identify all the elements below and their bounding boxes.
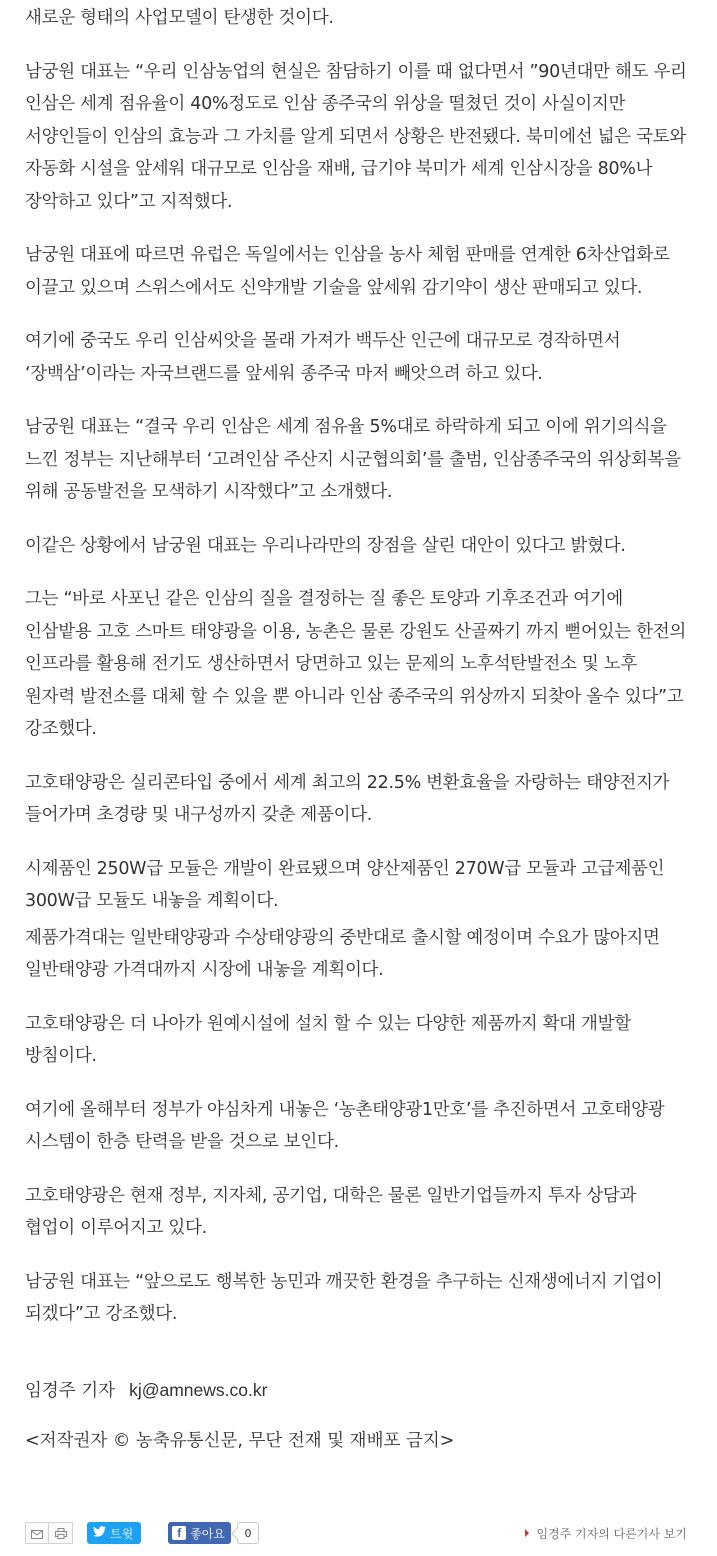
article-paragraph: 여기에 올해부터 정부가 야심차게 내놓은 ‘농촌태양광1만호’를 추진하면서 고호태양광 시스템이 한층 탄력을 받을 것으로 보인다. — [25, 1099, 665, 1152]
facebook-icon: f — [172, 1526, 186, 1540]
share-toolbar — [25, 1521, 259, 1545]
byline — [25, 1378, 267, 1403]
article-paragraph: 고호태양광은 더 나아가 원예시설에 설치 할 수 있는 다양한 제품까지 확대 개발할 방침이다. — [25, 1013, 631, 1066]
article-paragraph: 남궁원 대표는 “앞으로도 행복한 농민과 깨끗한 환경을 추구하는 신재생에너지 기업이 되겠다”고 강조했다. — [25, 1271, 663, 1324]
article-paragraph: 시제품인 250W급 모듈은 개발이 완료됐으며 양산제품인 270W급 모듈과 고급제품인 300W급 모듈도 내놓을 계획이다. — [25, 858, 665, 911]
facebook-like-button[interactable] — [168, 1522, 231, 1544]
article-paragraph: 그는 “바로 사포닌 같은 인삼의 질을 결정하는 질 좋은 토양과 기후조건과 여기에 인삼밭용 고호 스마트 태양광을 이용, 농촌은 물론 강원도 산골짜기 까지 뻗어있는 한전의 인프라를 활용해 전기도 생산하면서 당면하고 있는 문제의 노후석탄발전소 및 노후 원자력 발전소를 대체 할 수 있을 뿐 아니라 인삼 종주국의 위상까지 되찾아 올수 있다”고 강조했다. — [25, 589, 686, 739]
article-paragraph: 남궁원 대표에 따르면 유럽은 독일에서는 인삼을 농사 체험 판매를 연계한 6차산업화로 이끌고 있으며 스위스에서도 신약개발 기술을 앞세워 감기약이 생산 판매되고 있다. — [25, 245, 670, 298]
envelope-icon — [31, 1524, 43, 1543]
reporter-email[interactable]: kj@amnews.co.kr — [129, 1380, 268, 1400]
tweet-button[interactable] — [87, 1522, 141, 1544]
print-button[interactable] — [49, 1522, 73, 1544]
article-paragraph: 새로운 형태의 사업모델이 탄생한 것이다. — [25, 8, 334, 28]
reporter-name: 임경주 기자 — [25, 1381, 116, 1401]
article-paragraph: 이같은 상황에서 남궁원 대표는 우리나라만의 장점을 살린 대안이 있다고 밝혔다. — [25, 535, 626, 556]
article-body — [25, 0, 690, 1331]
other-articles-label: 임경주 기자의 다른기사 보기 — [536, 1526, 687, 1541]
like-count: 0 — [237, 1522, 259, 1544]
article-paragraph: 고호태양광은 현재 정부, 지자체, 공기업, 대학은 물론 일반기업들까지 투자 상담과 협업이 이루어지고 있다. — [25, 1185, 637, 1238]
email-button[interactable] — [25, 1522, 49, 1544]
twitter-bird-icon — [93, 1526, 106, 1540]
article-paragraph: 여기에 중국도 우리 인삼씨앗을 몰래 가져가 백두산 인근에 대규모로 경작하면서 ‘장백삼’이라는 자국브랜드를 앞세워 종주국 마저 빼앗으려 하고 있다. — [25, 331, 621, 384]
article-paragraph: 남궁원 대표는 “우리 인삼농업의 현실은 참담하기 이를 때 없다면서 ”90년대만 해도 우리 인삼은 세계 점유율이 40%정도로 인삼 종주국의 위상을 떨쳤던 것이 사실이지만 서양인들이 인삼의 효능과 그 가치를 알게 되면서 상황은 반전됐다. 북미에선 넓은 국토와 자동화 시설을 앞세워 대규모로 인삼을 재배, 급기야 북미가 세계 인삼시장을 80%나 장악하고 있다”고 지적했다. — [25, 61, 687, 212]
tweet-label: 트윗 — [110, 1526, 134, 1541]
triangle-bullet-icon — [525, 1529, 529, 1537]
reporter-other-articles-link[interactable] — [525, 1521, 687, 1545]
article-paragraph: 고호태양광은 실리콘타입 중에서 세계 최고의 22.5% 변환효율을 자랑하는 태양전지가 들어가며 초경량 및 내구성까지 갖춘 제품이다. — [25, 772, 670, 825]
copyright-notice: <저작권자 © 농축유통신문, 무단 전재 및 재배포 금지> — [25, 1431, 455, 1451]
article-paragraph: 제품가격대는 일반태양광과 수상태양광의 중반대로 출시할 예정이며 수요가 많아지면 일반태양광 가격대까지 시장에 내놓을 계획이다. — [25, 927, 660, 980]
like-label: 좋아요 — [190, 1526, 225, 1541]
printer-icon — [55, 1524, 67, 1543]
article-paragraph: 남궁원 대표는 “결국 우리 인삼은 세계 점유율 5%대로 하락하게 되고 이에 위기의식을 느낀 정부는 지난해부터 ‘고려인삼 주산지 시군협의회’를 출범, 인삼종주국의 위상회복을 위해 공동발전을 모색하기 시작했다”고 소개했다. — [25, 417, 681, 502]
